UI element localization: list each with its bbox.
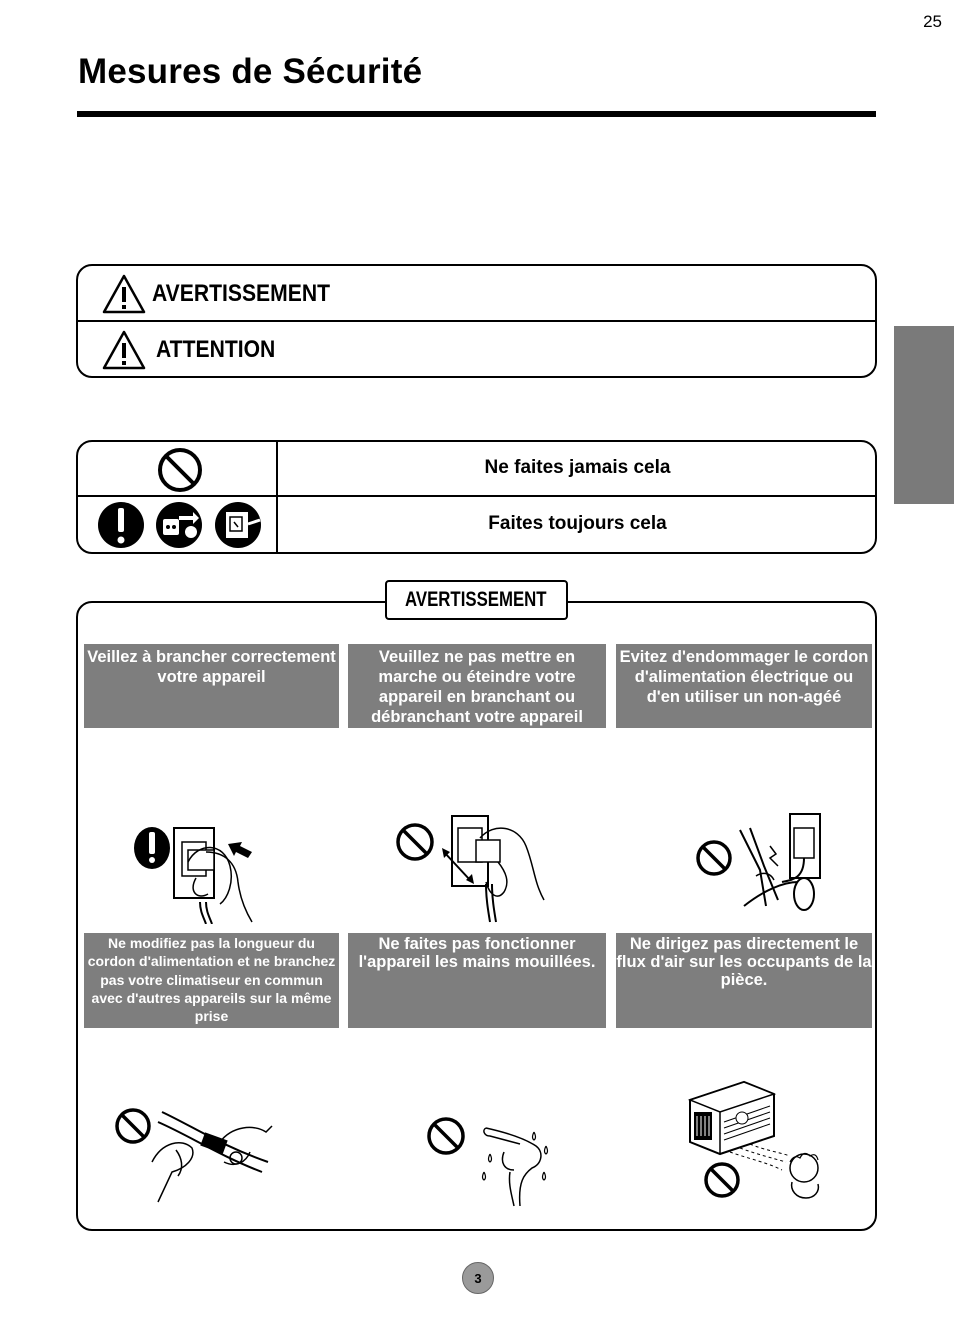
prohibited-icon — [117, 1110, 149, 1142]
prohibited-icon — [398, 825, 432, 859]
warning-triangle-icon — [102, 330, 146, 370]
legend-warning-label: AVERTISSEMENT — [152, 279, 330, 307]
mandatory-exclamation-icon — [134, 827, 170, 869]
legend-box — [76, 264, 877, 378]
page-title: Mesures de Sécurité — [78, 52, 423, 91]
symbol-divider-horizontal — [78, 495, 875, 497]
extend-cord-illustration — [112, 1102, 274, 1206]
warning-caption-4: Ne modifiez pas la longueur du cordon d'alimentation et ne branchez pas votre climatiseur en commun avec d'autres appareils sur la même prise — [84, 933, 339, 1028]
damaged-cord-illustration — [694, 810, 826, 914]
warning-triangle-icon — [102, 274, 146, 314]
page-number: 25 — [923, 12, 942, 31]
legend-warning-row — [78, 266, 875, 321]
plug-unplug-illustration — [394, 812, 550, 924]
title-divider — [77, 111, 876, 117]
warning-caption-3: Evitez d'endommager le cordon d'alimentation électrique ou d'en utiliser un non-agéé — [616, 644, 872, 728]
warning-caption-1: Veillez à brancher correctement votre appareil — [84, 644, 339, 728]
prohibited-icon — [429, 1119, 463, 1153]
earth-ground-icon — [214, 500, 262, 550]
prohibited-icon — [698, 842, 730, 874]
unplug-icon — [155, 500, 203, 550]
warning-tag — [385, 580, 568, 620]
warning-caption-6: Ne dirigez pas directement le flux d'air sur les occupants de la pièce. — [616, 933, 872, 1028]
airflow-person-illustration — [686, 1078, 828, 1202]
wet-hands-illustration — [424, 1112, 560, 1208]
warning-tag-label: AVERTISSEMENT — [405, 588, 547, 611]
prohibited-icon — [706, 1164, 738, 1196]
legend-caution-row — [78, 322, 875, 377]
symbol-legend-box — [76, 440, 877, 554]
footer-page-number: 3 — [462, 1262, 494, 1294]
warning-caption-5: Ne faites pas fonctionner l'appareil les mains mouillées. — [348, 933, 606, 1028]
prohibited-label: Ne faites jamais cela — [484, 457, 671, 478]
prohibited-icon — [156, 446, 204, 494]
legend-caution-label: ATTENTION — [156, 335, 276, 363]
mandatory-label: Faites toujours cela — [488, 513, 667, 534]
warning-caption-2: Veuillez ne pas mettre en marche ou éteindre votre appareil en branchant ou débranchant votre appareil — [348, 644, 606, 728]
side-tab — [894, 326, 954, 504]
plug-insert-illustration — [128, 822, 268, 924]
mandatory-exclamation-icon — [97, 500, 145, 550]
